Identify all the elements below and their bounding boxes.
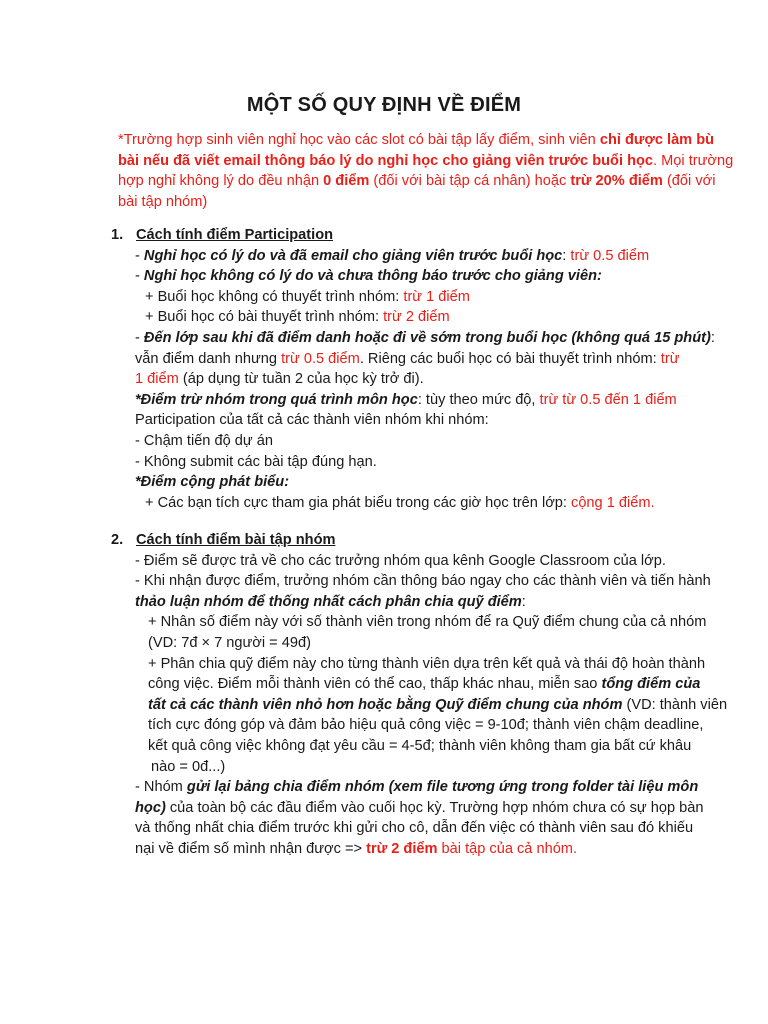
section-group-assignment <box>111 530 728 860</box>
bonus-text: cộng 1 điểm. <box>571 494 655 511</box>
text: - <box>135 329 144 346</box>
rule-text: tất cả các thành viên nhỏ hơn hoặc bằng Quỹ điểm chung của nhóm <box>148 696 623 713</box>
section-title: Cách tính điểm bài tập nhóm <box>136 532 336 548</box>
section-title: Cách tính điểm Participation <box>136 227 334 243</box>
text: kết quả công việc không đạt yêu cầu = 4-5đ; thành viên không tham gia bất cứ khâu <box>148 737 692 754</box>
intro-bold: 0 điểm <box>323 173 370 190</box>
penalty-text: trừ <box>660 350 680 367</box>
rule-text: gửi lại bảng chia điểm nhóm (xem file tương ứng trong folder tài liệu môn <box>186 779 699 796</box>
penalty-text: trừ 2 điểm <box>383 309 450 326</box>
list-item: - Không submit các bài tập đúng hạn. <box>135 453 377 470</box>
rule-text: tổng điểm của <box>601 676 701 693</box>
text: + Các bạn tích cực tham gia phát biểu trong các giờ học trên lớp: <box>145 494 572 511</box>
text: - <box>135 268 144 285</box>
rule-text: học) <box>135 799 166 816</box>
penalty-text: trừ 2 điểm <box>366 840 438 857</box>
intro-text: *Trường hợp sinh viên nghỉ học vào các slot có bài tập lấy điểm, sinh viên <box>118 132 600 148</box>
list-item: + Phân chia quỹ điểm này cho từng thành viên dựa trên kết quả và thái độ hoàn thành <box>148 655 706 672</box>
text: công việc. Điểm mỗi thành viên có thể cao, thấp khác nhau, miễn sao <box>148 676 602 693</box>
list-item: - Chậm tiến độ dự án <box>135 432 273 449</box>
penalty-text: trừ 1 điểm <box>403 288 470 305</box>
text: tích cực đóng góp và đảm bảo hiệu quả công việc = 9-10đ; thành viên chậm deadline, <box>148 717 704 734</box>
intro-bold: bài nếu đã viết email thông báo lý do nghỉ học cho giảng viên trước buổi học <box>118 152 654 169</box>
intro-text: (đối với bài tập cá nhân) hoặc <box>369 173 571 190</box>
text: vẫn điểm danh nhưng <box>135 350 282 367</box>
text: (áp dụng từ tuần 2 của học kỳ trở đi). <box>178 371 424 388</box>
text: - <box>135 247 144 264</box>
text: + Buổi học không có thuyết trình nhóm: <box>145 288 404 305</box>
text: nại về điểm số mình nhận được => <box>135 840 367 857</box>
text: của toàn bộ các đầu điểm vào cuối học kỳ. Trường hợp nhóm chưa có sự họp bàn <box>165 799 704 816</box>
rule-text: Nghỉ học không có lý do và chưa thông báo trước cho giảng viên: <box>143 268 602 285</box>
section-heading <box>111 530 711 551</box>
page-title: MỘT SỐ QUY ĐỊNH VỀ ĐIỂM <box>246 94 522 116</box>
section-heading <box>111 225 711 246</box>
section-number: 2. <box>111 532 124 548</box>
penalty-text: trừ 0.5 điểm <box>570 247 650 264</box>
list-item: + Nhân số điểm này với số thành viên trong nhóm để ra Quỹ điểm chung của cả nhóm <box>148 614 707 631</box>
text: (VD: 7đ × 7 người = 49đ) <box>148 634 311 651</box>
text: - Khi nhận được điểm, trưởng nhóm cần thông báo ngay cho các thành viên và tiến hành <box>135 573 711 590</box>
rule-text: Nghỉ học có lý do và đã email cho giảng viên trước buổi học <box>143 247 563 264</box>
text: : tùy theo mức độ, <box>417 391 540 408</box>
text: (VD: thành viên <box>622 696 728 713</box>
text: - Điểm sẽ được trả về cho các trưởng nhóm qua kênh Google Classroom của lớp. <box>135 552 666 569</box>
intro-text: hợp nghỉ không lý do đều nhận <box>118 173 324 190</box>
intro-bold: chỉ được làm bù <box>599 132 715 148</box>
rule-text: *Điểm cộng phát biểu: <box>135 474 290 491</box>
penalty-text: bài tập của cả nhóm. <box>437 840 578 857</box>
text: và thống nhất chia điểm trước khi gửi cho cô, dẫn đến việc có thành viên sau đó khiếu <box>135 820 694 837</box>
rule-text: Đến lớp sau khi đã điểm danh hoặc đi về sớm trong buổi học (không quá 15 phút) <box>143 329 711 346</box>
text: Participation của tất cả các thành viên nhóm khi nhóm: <box>135 412 489 429</box>
text: nào = 0đ...) <box>151 758 226 775</box>
section-participation <box>111 225 715 513</box>
penalty-text: trừ 0.5 điểm <box>281 350 360 367</box>
intro-text: bài tập nhóm) <box>118 193 208 210</box>
section-number: 1. <box>111 227 124 243</box>
penalty-text: trừ từ 0.5 đến 1 điểm <box>539 391 677 408</box>
penalty-text: 1 điểm <box>135 371 179 388</box>
text: : <box>521 593 526 610</box>
text: . Riêng các buổi học có bài thuyết trình nhóm: <box>359 350 661 367</box>
text: - Nhóm <box>135 779 187 796</box>
text: : <box>562 247 571 264</box>
rule-text: *Điểm trừ nhóm trong quá trình môn học <box>135 391 418 408</box>
intro-paragraph <box>118 130 734 212</box>
text: + Buổi học có bài thuyết trình nhóm: <box>145 309 384 326</box>
intro-text: (đối với <box>662 173 716 190</box>
text: : <box>710 329 715 346</box>
intro-bold: trừ 20% điểm <box>570 173 663 190</box>
intro-text: . Mọi trường <box>653 152 734 169</box>
rule-text: thảo luận nhóm để thống nhất cách phân chia quỹ điểm <box>135 593 522 610</box>
